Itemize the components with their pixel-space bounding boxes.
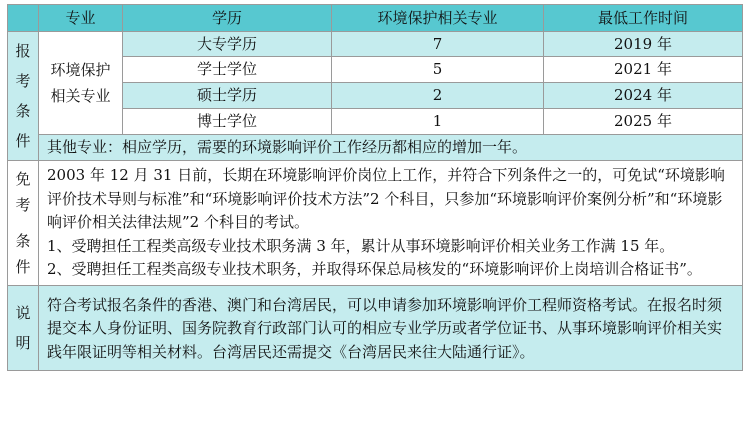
header-degree: 学历 xyxy=(123,5,332,32)
header-years: 环境保护相关专业 xyxy=(332,5,544,32)
section-label-apply xyxy=(8,32,39,161)
notes-row xyxy=(8,285,743,371)
min-time-cell: 2024 年 xyxy=(544,83,743,109)
header-corner xyxy=(8,5,39,32)
years-cell: 2 xyxy=(332,83,544,109)
exemption-condition-1: 1、受聘担任工程类高级专业技术职务满 3 年，累计从事环境影响评价相关业务工作满 15 年。 xyxy=(47,236,675,255)
related-major-line2: 相关专业 xyxy=(50,86,111,105)
label-char: 件 xyxy=(15,257,31,276)
section-label-notes xyxy=(8,285,39,371)
table-row xyxy=(8,32,743,57)
table-row xyxy=(8,135,743,161)
degree-cell: 大专学历 xyxy=(123,32,332,57)
header-min-time: 最低工作时间 xyxy=(544,5,743,32)
label-char: 说 xyxy=(15,303,31,322)
label-char: 条 xyxy=(15,231,31,250)
section-label-exempt xyxy=(8,161,39,286)
other-major-note: 其他专业：相应学历，需要的环境影响评价工作经历都相应的增加一年。 xyxy=(39,135,743,161)
exemption-text xyxy=(39,161,743,286)
years-cell: 7 xyxy=(332,32,544,57)
exemption-paragraph: 2003 年 12 月 31 日前，长期在环境影响评价岗位上工作，并符合下列条件之一的，可免试“环境影响评价技术导则与标准”和“环境影响评价技术方法”2 个科目，只参加“环境影响评价案例分析”和“环境影响评价相关法律法规”2 个科目的考试。 xyxy=(47,166,725,231)
label-char: 考 xyxy=(15,72,31,90)
exemption-condition-2: 2、受聘担任工程类高级专业技术职务，并取得环保总局核发的“环境影响评价上岗培训合格证书”。 xyxy=(47,260,702,278)
label-char: 免 xyxy=(15,169,31,188)
years-cell: 1 xyxy=(332,109,544,135)
related-major-cell xyxy=(39,32,123,135)
exemption-row xyxy=(8,161,743,286)
min-time-cell: 2025 年 xyxy=(544,109,743,135)
label-char: 件 xyxy=(15,132,31,150)
degree-cell: 学士学位 xyxy=(123,57,332,83)
related-major-line1: 环境保护 xyxy=(50,60,111,79)
label-char: 报 xyxy=(15,42,31,60)
notes-text: 符合考试报名条件的香港、澳门和台湾居民，可以申请参加环境影响评价工程师资格考试。在报名时须提交本人身份证明、国务院教育行政部门认可的相应专业学历或者学位证书、从事环境影响评价相关实践年限证明等相关材料。台湾居民还需提交《台湾居民来往大陆通行证》。 xyxy=(39,285,743,371)
table-header-row xyxy=(8,5,743,32)
label-char: 条 xyxy=(15,102,31,120)
requirements-table xyxy=(7,4,743,371)
header-major: 专业 xyxy=(39,5,123,32)
degree-cell: 博士学位 xyxy=(123,109,332,135)
label-char: 明 xyxy=(15,333,31,352)
label-char: 考 xyxy=(15,195,31,214)
min-time-cell: 2019 年 xyxy=(544,32,743,57)
degree-cell: 硕士学历 xyxy=(123,83,332,109)
years-cell: 5 xyxy=(332,57,544,83)
min-time-cell: 2021 年 xyxy=(544,57,743,83)
